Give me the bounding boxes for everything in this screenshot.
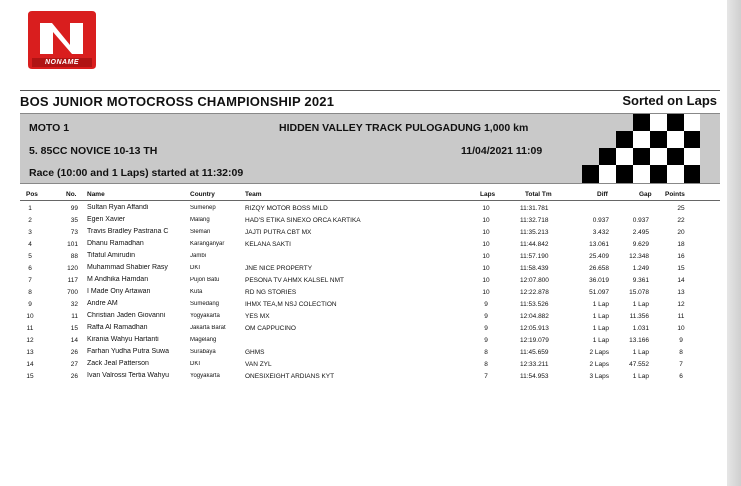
result-country: Yogyakarta <box>190 313 220 319</box>
result-pos: 1 <box>28 205 32 212</box>
result-gap: 47.552 <box>629 361 649 368</box>
result-gap: 1 Lap <box>632 349 649 356</box>
championship-title: BOS JUNIOR MOTOCROSS CHAMPIONSHIP 2021 <box>20 94 335 109</box>
result-country: DKI <box>190 265 201 271</box>
col-head-team: Team <box>245 191 262 198</box>
result-team: RIZQY MOTOR BOSS MILD <box>245 205 328 212</box>
result-number: 117 <box>67 277 78 284</box>
result-laps: 10 <box>482 265 490 272</box>
result-total-time: 11:53.526 <box>520 301 549 308</box>
result-points: 11 <box>677 313 685 320</box>
result-number: 700 <box>67 289 78 296</box>
table-row <box>0 240 741 252</box>
table-row <box>0 360 741 372</box>
table-row <box>0 264 741 276</box>
result-points: 10 <box>677 325 685 332</box>
result-total-time: 12:04.882 <box>520 313 549 320</box>
result-rider-name: Muhammad Shabier Rasy <box>87 264 168 271</box>
result-team: JAJTI PUTRA CBT MX <box>245 229 312 236</box>
top-rule <box>20 90 720 91</box>
result-number: 26 <box>70 349 78 356</box>
result-points: 9 <box>679 337 683 344</box>
result-country: Malang <box>190 217 210 223</box>
result-points: 14 <box>677 277 685 284</box>
result-country: Karanganyar <box>190 241 225 247</box>
result-diff: 2 Laps <box>589 361 609 368</box>
col-head-diff: Diff <box>597 191 608 198</box>
result-diff: 13.061 <box>589 241 609 248</box>
result-gap: 0.937 <box>632 217 649 224</box>
result-laps: 10 <box>482 253 490 260</box>
result-pos: 4 <box>28 241 32 248</box>
result-pos: 7 <box>28 277 32 284</box>
result-laps: 9 <box>484 313 488 320</box>
header-rule <box>20 200 720 201</box>
result-country: Surabaya <box>190 349 216 355</box>
result-points: 12 <box>677 301 685 308</box>
result-diff: 25.409 <box>589 253 609 260</box>
result-diff: 26.658 <box>589 265 609 272</box>
result-laps: 9 <box>484 325 488 332</box>
result-rider-name: Andre AM <box>87 300 118 307</box>
result-rider-name: Egen Xavier <box>87 216 126 223</box>
result-number: 35 <box>70 217 78 224</box>
result-laps: 8 <box>484 361 488 368</box>
result-pos: 2 <box>28 217 32 224</box>
sort-label: Sorted on Laps <box>622 93 717 108</box>
result-team: JNE NICE PROPERTY <box>245 265 313 272</box>
result-points: 15 <box>677 265 685 272</box>
result-gap: 9.361 <box>632 277 649 284</box>
result-points: 6 <box>679 373 683 380</box>
result-rider-name: Travis Bradley Pastrana C <box>87 228 169 235</box>
checkered-flag <box>565 114 700 183</box>
result-number: 101 <box>67 241 78 248</box>
result-number: 120 <box>67 265 78 272</box>
result-country: Jakarta Barat <box>190 325 226 331</box>
result-total-time: 11:54.953 <box>520 373 549 380</box>
result-pos: 3 <box>28 229 32 236</box>
col-head-total: Total Tm <box>525 191 552 198</box>
col-head-country: Country <box>190 191 215 198</box>
result-pos: 6 <box>28 265 32 272</box>
result-country: Sleman <box>190 229 211 235</box>
result-diff: 1 Lap <box>592 325 609 332</box>
result-number: 14 <box>70 337 78 344</box>
col-head-laps: Laps <box>480 191 496 198</box>
result-number: 11 <box>71 313 78 320</box>
col-head-no: No. <box>66 191 77 198</box>
result-diff: 0.937 <box>592 217 609 224</box>
result-laps: 10 <box>482 241 490 248</box>
result-country: Pujon Batu <box>190 277 220 283</box>
col-head-points: Points <box>665 191 685 198</box>
result-team: PESONA TV AHMX KALSEL NMT <box>245 277 344 284</box>
logo-wordmark: NONAME <box>44 59 80 66</box>
result-team: YES MX <box>245 313 270 320</box>
result-total-time: 11:31.781 <box>520 205 549 212</box>
result-number: 99 <box>70 205 78 212</box>
result-pos: 12 <box>26 337 34 344</box>
result-pos: 11 <box>26 325 34 332</box>
result-pos: 13 <box>26 349 34 356</box>
result-number: 15 <box>70 325 78 332</box>
result-team: OM CAPPUCINO <box>245 325 296 332</box>
result-team: RD NG STORIES <box>245 289 297 296</box>
result-gap: 9.629 <box>632 241 649 248</box>
result-points: 13 <box>677 289 685 296</box>
results-table <box>0 204 741 384</box>
result-rider-name: Ivan Valrossi Tertia Wahyu <box>87 372 169 379</box>
result-total-time: 11:45.659 <box>520 349 549 356</box>
result-gap: 13.166 <box>629 337 649 344</box>
result-rider-name: Dhanu Ramadhan <box>87 240 144 247</box>
result-rider-name: M Andhika Hamdan <box>87 276 149 283</box>
result-rider-name: Sultan Ryan Affandi <box>87 204 149 211</box>
race-label: Race (10:00 and 1 Laps) started at 11:32:09 <box>29 167 244 179</box>
result-country: Yogyakarta <box>190 373 220 379</box>
result-gap: 1.249 <box>632 265 649 272</box>
track-label: HIDDEN VALLEY TRACK PULOGADUNG 1,000 km <box>279 122 529 134</box>
result-pos: 10 <box>26 313 34 320</box>
table-row <box>0 372 741 384</box>
result-number: 88 <box>70 253 78 260</box>
result-country: Magelang <box>190 337 217 343</box>
result-rider-name: Kirania Wahyu Hartanti <box>87 336 159 343</box>
result-pos: 9 <box>28 301 32 308</box>
table-row <box>0 312 741 324</box>
col-head-gap: Gap <box>639 191 652 198</box>
result-diff: 36.019 <box>589 277 609 284</box>
moto-label: MOTO 1 <box>29 122 70 134</box>
table-row <box>0 276 741 288</box>
result-diff: 3.432 <box>592 229 609 236</box>
result-diff: 3 Laps <box>589 373 609 380</box>
class-label: 5. 85CC NOVICE 10-13 TH <box>29 145 158 157</box>
noname-logo <box>26 9 98 71</box>
result-laps: 10 <box>482 205 490 212</box>
result-total-time: 12:19.079 <box>520 337 549 344</box>
table-row <box>0 228 741 240</box>
result-total-time: 11:35.213 <box>520 229 549 236</box>
result-diff: 1 Lap <box>592 337 609 344</box>
table-row <box>0 336 741 348</box>
result-total-time: 11:57.190 <box>520 253 549 260</box>
col-head-name: Name <box>87 191 105 198</box>
result-total-time: 12:33.211 <box>520 361 549 368</box>
result-laps: 9 <box>484 337 488 344</box>
result-diff: 1 Lap <box>592 301 609 308</box>
result-laps: 10 <box>482 289 490 296</box>
result-rider-name: Christian Jaden Giovanni <box>87 312 166 319</box>
results-header <box>20 92 720 112</box>
result-total-time: 12:05.913 <box>520 325 549 332</box>
table-row <box>0 300 741 312</box>
result-gap: 1 Lap <box>632 373 649 380</box>
col-head-pos: Pos <box>26 191 38 198</box>
result-country: Jambi <box>190 253 207 259</box>
result-country: Sumedang <box>190 301 220 307</box>
result-number: 27 <box>70 361 78 368</box>
table-row <box>0 324 741 336</box>
result-rider-name: Farhan Yudha Putra Suwa <box>87 348 169 355</box>
result-points: 18 <box>677 241 685 248</box>
result-points: 16 <box>677 253 685 260</box>
result-laps: 10 <box>482 277 490 284</box>
result-total-time: 12:22.878 <box>520 289 549 296</box>
result-team: GHMS <box>245 349 265 356</box>
result-team: IHMX TEA,M NSJ COLECTION <box>245 301 337 308</box>
result-points: 22 <box>677 217 685 224</box>
result-points: 7 <box>679 361 683 368</box>
result-laps: 8 <box>484 349 488 356</box>
result-laps: 10 <box>482 217 490 224</box>
result-laps: 9 <box>484 301 488 308</box>
result-points: 20 <box>677 229 685 236</box>
result-number: 73 <box>70 229 78 236</box>
result-rider-name: Tifatul Amirudin <box>87 252 135 259</box>
result-laps: 10 <box>482 229 490 236</box>
result-country: DKI <box>190 361 201 367</box>
table-row <box>0 348 741 360</box>
table-row <box>0 252 741 264</box>
result-gap: 15.078 <box>629 289 649 296</box>
result-pos: 5 <box>28 253 32 260</box>
result-number: 32 <box>70 301 78 308</box>
table-row <box>0 204 741 216</box>
result-diff: 51.097 <box>589 289 609 296</box>
result-gap: 11.356 <box>629 313 649 320</box>
result-total-time: 11:44.842 <box>520 241 549 248</box>
result-rider-name: I Made Ony Artawan <box>87 288 151 295</box>
result-total-time: 11:58.439 <box>520 265 549 272</box>
result-country: Sumenep <box>190 205 216 211</box>
result-team: VAN ZYL <box>245 361 272 368</box>
result-total-time: 11:32.718 <box>520 217 549 224</box>
result-gap: 1 Lap <box>632 301 649 308</box>
result-points: 25 <box>677 205 685 212</box>
result-diff: 2 Laps <box>589 349 609 356</box>
result-laps: 7 <box>484 373 488 380</box>
result-pos: 8 <box>28 289 32 296</box>
result-points: 8 <box>679 349 683 356</box>
result-pos: 14 <box>26 361 34 368</box>
result-rider-name: Zack Jeal Patterson <box>87 360 149 367</box>
result-total-time: 12:07.800 <box>520 277 549 284</box>
result-team: ONESIXEIGHT ARDIANS KYT <box>245 373 335 380</box>
checkered-flag-graphic <box>565 114 700 183</box>
result-pos: 15 <box>26 373 34 380</box>
result-gap: 12.348 <box>629 253 649 260</box>
result-diff: 1 Lap <box>592 313 609 320</box>
result-country: Kuta <box>190 289 203 295</box>
result-team: HAD'S ETIKA SINEXO ORCA KARTIKA <box>245 217 361 224</box>
result-gap: 1.031 <box>632 325 649 332</box>
result-gap: 2.495 <box>632 229 649 236</box>
date-label: 11/04/2021 11:09 <box>461 145 543 157</box>
result-rider-name: Raffa Al Ramadhan <box>87 324 148 331</box>
result-team: KELANA SAKTI <box>245 241 291 248</box>
table-row <box>0 216 741 228</box>
result-number: 26 <box>70 373 78 380</box>
table-row <box>0 288 741 300</box>
